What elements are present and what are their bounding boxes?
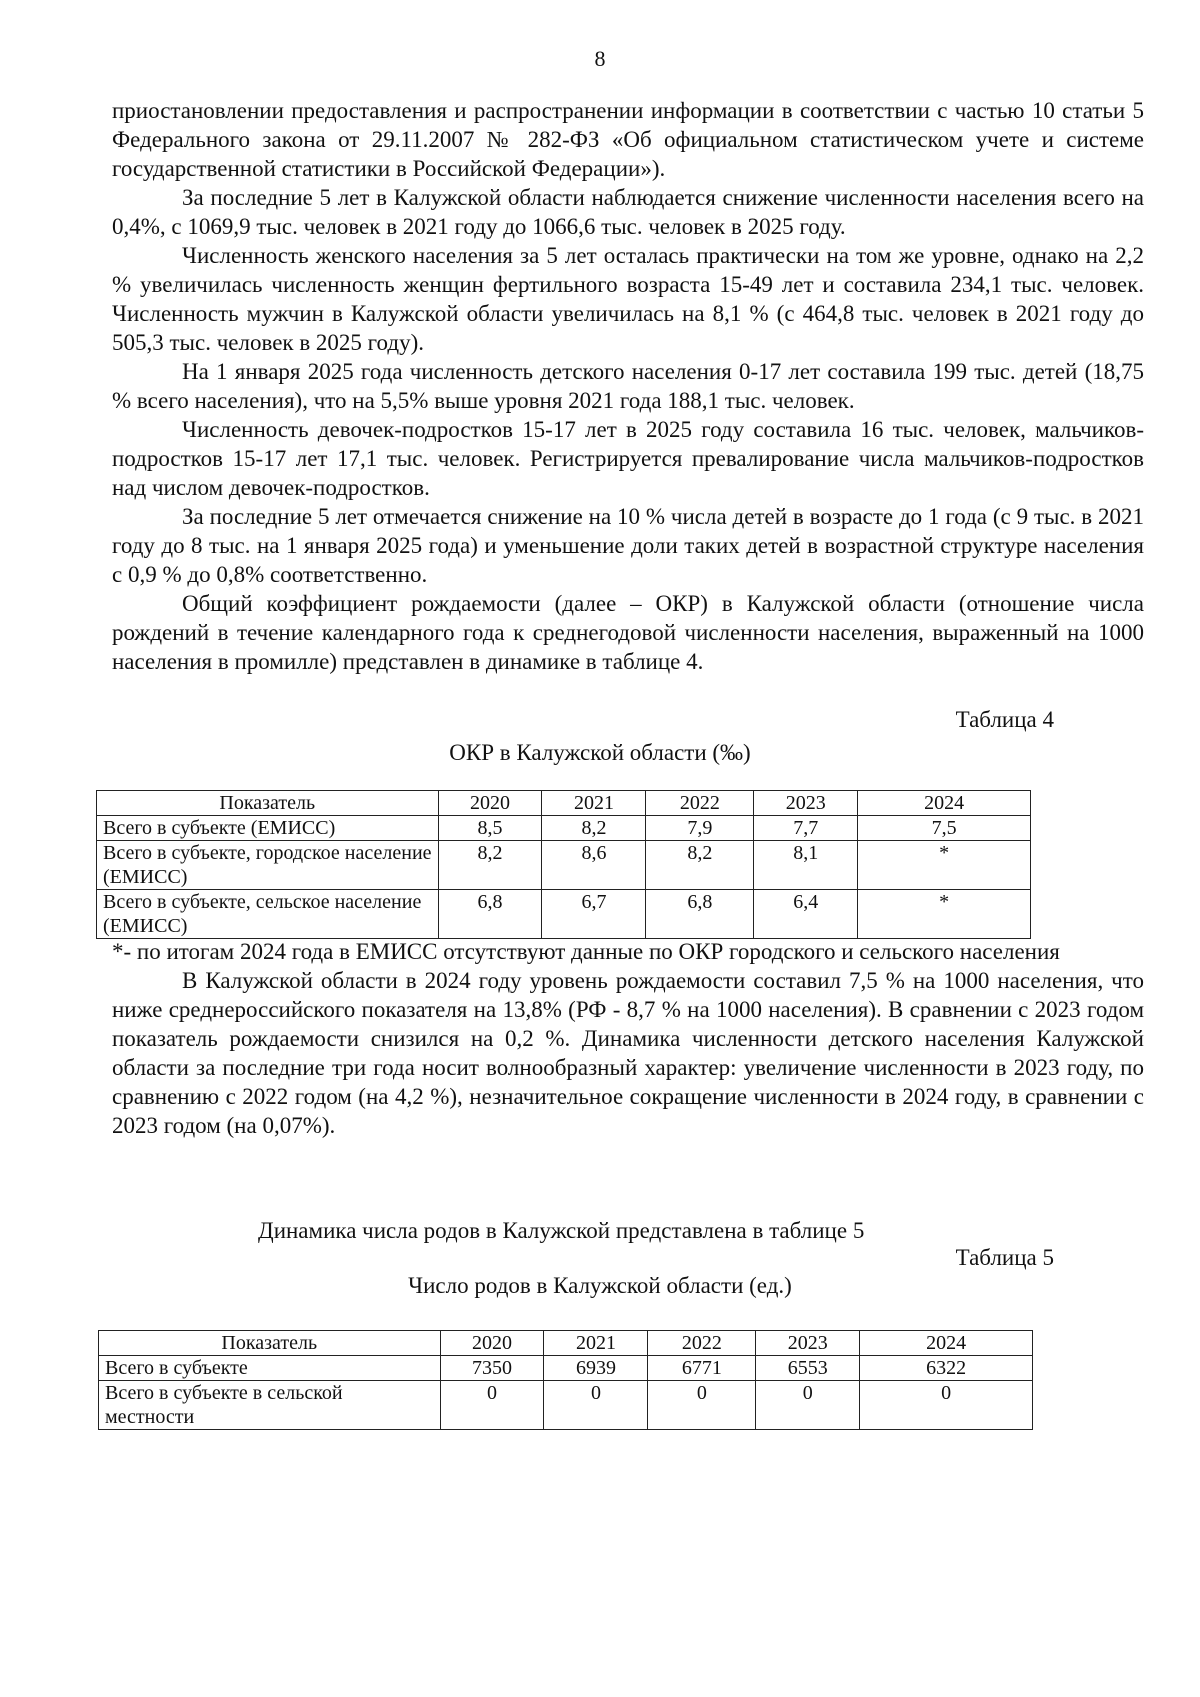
body-text <box>112 96 1144 676</box>
table4 <box>96 790 1031 939</box>
table5-intro: Динамика числа родов в Калужской представлена в таблице 5 <box>258 1218 865 1243</box>
table-header-row <box>99 1331 1033 1356</box>
header-cell: 2021 <box>544 1331 648 1356</box>
paragraph: Численность женского населения за 5 лет осталась практически на том же уровне, однако на 2,2 % увеличилась численность женщин фертильного возраста 15-49 лет и составила 234,1 тыс. человек. Численность мужчин в Калужской области увеличилась на 8,1 % (с 464,8 тыс. человек в 2021 году до 505,3 тыс. человек в 2025 году). <box>112 243 1144 355</box>
page-number: 8 <box>594 46 606 71</box>
table5 <box>98 1330 1033 1430</box>
table-row <box>99 1381 1033 1430</box>
table4-footnote: *- по итогам 2024 года в ЕМИСС отсутствуют данные по ОКР городского и сельского населения <box>112 939 1060 964</box>
cell: 8,1 <box>754 841 858 890</box>
cell: 6,8 <box>438 890 542 939</box>
cell: 6553 <box>756 1356 860 1381</box>
table-row <box>99 1356 1033 1381</box>
cell: 6322 <box>860 1356 1033 1381</box>
table4-caption: Таблица 4 <box>955 707 1054 732</box>
cell: 8,5 <box>438 816 542 841</box>
cell: 0 <box>756 1381 860 1430</box>
table-row <box>97 841 1031 890</box>
cell: * <box>858 841 1031 890</box>
table-header-row <box>97 791 1031 816</box>
header-cell: Показатель <box>99 1331 441 1356</box>
cell: 6771 <box>648 1356 756 1381</box>
row-label: Всего в субъекте в сельской местности <box>99 1381 441 1430</box>
cell: * <box>858 890 1031 939</box>
cell: 8,2 <box>438 841 542 890</box>
header-cell: 2020 <box>440 1331 544 1356</box>
paragraph: Численность девочек-подростков 15-17 лет в 2025 году составила 16 тыс. человек, мальчиков-подростков 15-17 лет 17,1 тыс. человек. Регистрируется превалирование числа мальчиков-подростков над числом девочек-подростков. <box>112 417 1144 500</box>
paragraph: На 1 января 2025 года численность детского населения 0-17 лет составила 199 тыс. детей (18,75 % всего населения), что на 5,5% выше уровня 2021 года 188,1 тыс. человек. <box>112 359 1144 413</box>
cell: 8,2 <box>646 841 754 890</box>
cell: 0 <box>860 1381 1033 1430</box>
cell: 6,7 <box>542 890 646 939</box>
cell: 6,4 <box>754 890 858 939</box>
header-cell: 2020 <box>438 791 542 816</box>
paragraph: Общий коэффициент рождаемости (далее – ОКР) в Калужской области (отношение числа рождений в течение календарного года к среднегодовой численности населения, выраженный на 1000 населения в промилле) представлен в динамике в таблице 4. <box>112 591 1144 674</box>
cell: 7,5 <box>858 816 1031 841</box>
row-label: Всего в субъекте, сельское население (ЕМИСС) <box>97 890 439 939</box>
after-table4-text <box>112 937 1144 1140</box>
header-cell: 2022 <box>646 791 754 816</box>
table5-title: Число родов в Калужской области (ед.) <box>408 1273 792 1298</box>
row-label: Всего в субъекте, городское население (ЕМИСС) <box>97 841 439 890</box>
header-cell: 2022 <box>648 1331 756 1356</box>
cell: 7,7 <box>754 816 858 841</box>
cell: 8,6 <box>542 841 646 890</box>
paragraph: В Калужской области в 2024 году уровень рождаемости составил 7,5 % на 1000 населения, что ниже среднероссийского показателя на 13,8% (РФ - 8,7 % на 1000 населения). В сравнении с 2023 годом показатель рождаемости снизился на 0,2 %. Динамика численности детского населения Калужской области за последние три года носит волнообразный характер: увеличение численности в 2023 году, по сравнению с 2022 годом (на 4,2 %), незначительное сокращение численности в 2024 году, в сравнении с 2023 годом (на 0,07%). <box>112 968 1144 1138</box>
header-cell: 2021 <box>542 791 646 816</box>
paragraph: За последние 5 лет в Калужской области наблюдается снижение численности населения всего на 0,4%, с 1069,9 тыс. человек в 2021 году до 1066,6 тыс. человек в 2025 году. <box>112 185 1144 239</box>
header-cell: Показатель <box>97 791 439 816</box>
cell: 6939 <box>544 1356 648 1381</box>
cell: 8,2 <box>542 816 646 841</box>
header-cell: 2023 <box>754 791 858 816</box>
cell: 7,9 <box>646 816 754 841</box>
header-cell: 2024 <box>858 791 1031 816</box>
cell: 0 <box>648 1381 756 1430</box>
table5-caption: Таблица 5 <box>955 1245 1054 1270</box>
cell: 0 <box>544 1381 648 1430</box>
row-label: Всего в субъекте (ЕМИСС) <box>97 816 439 841</box>
cell: 6,8 <box>646 890 754 939</box>
paragraph: За последние 5 лет отмечается снижение на 10 % числа детей в возрасте до 1 года (с 9 тыс. в 2021 году до 8 тыс. на 1 января 2025 года) и уменьшение доли таких детей в возрастной структуре населения с 0,9 % до 0,8% соответственно. <box>112 504 1144 587</box>
paragraph: приостановлении предоставления и распространении информации в соответствии с частью 10 статьи 5 Федерального закона от 29.11.2007 № 282-ФЗ «Об официальном статистическом учете и системе государственной статистики в Российской Федерации»). <box>112 98 1144 181</box>
table4-title: ОКР в Калужской области (‰) <box>449 740 751 765</box>
table-row <box>97 816 1031 841</box>
header-cell: 2023 <box>756 1331 860 1356</box>
row-label: Всего в субъекте <box>99 1356 441 1381</box>
table-row <box>97 890 1031 939</box>
header-cell: 2024 <box>860 1331 1033 1356</box>
cell: 0 <box>440 1381 544 1430</box>
cell: 7350 <box>440 1356 544 1381</box>
